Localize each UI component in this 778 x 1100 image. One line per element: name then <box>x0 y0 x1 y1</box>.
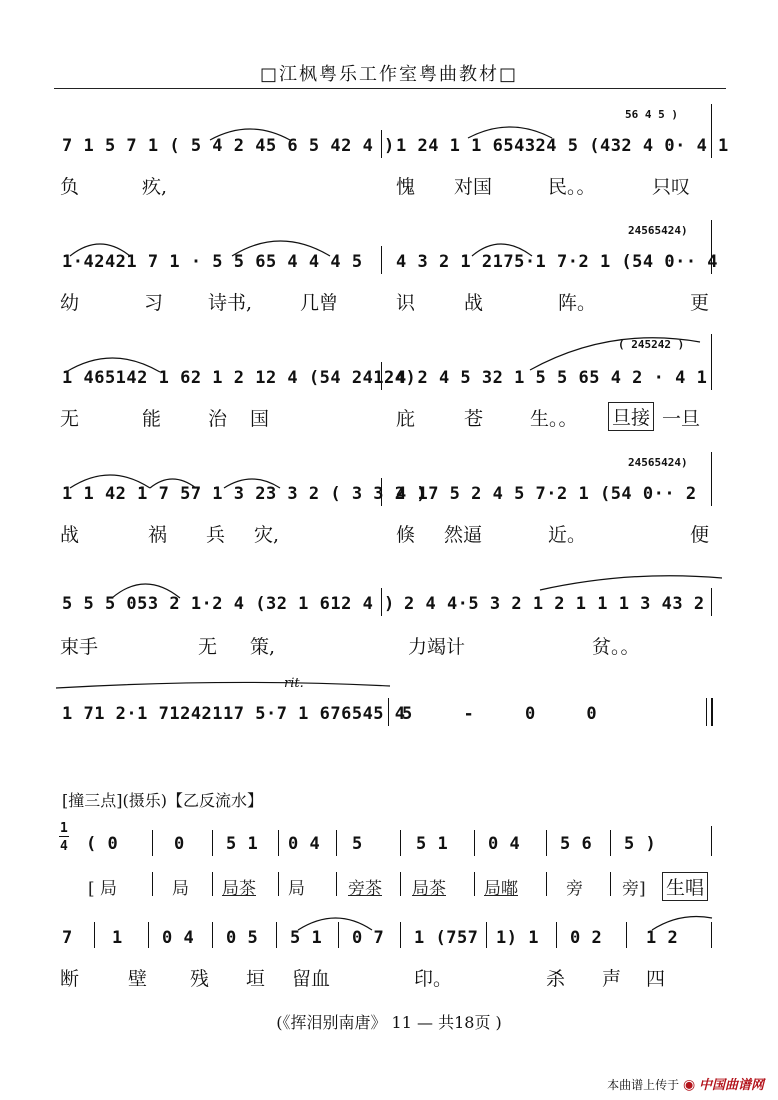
barline <box>278 830 279 856</box>
page-header-title: □江枫粤乐工作室粤曲教材□ <box>259 64 518 85</box>
section-note: 0 4 <box>488 834 521 854</box>
barline <box>148 922 149 948</box>
section-note: 0 4 <box>162 928 195 948</box>
cue-box-label: 旦接 <box>608 402 654 431</box>
barline <box>711 826 712 856</box>
lyric: 便 <box>690 524 710 546</box>
section-note: 1 <box>112 928 123 948</box>
lyric: 一旦 <box>662 408 701 430</box>
sing-cue-label: 生唱 <box>662 872 708 901</box>
percussion-syllable: 旁] <box>622 879 646 899</box>
lyric: 战 <box>60 524 80 546</box>
lyric: 残 <box>190 968 210 990</box>
lyric: 声 <box>602 968 622 990</box>
section-note: 5 <box>352 834 363 854</box>
row3-notes-right: 4 2 4 5 32 1 5 5 65 4 2 · 4 1 <box>396 368 708 388</box>
barline <box>711 104 712 158</box>
row2-notes-right: 4 3 2 1 2175·1 7·2 1 (54 0·· 4 <box>396 252 719 272</box>
lyric: 阵。 <box>558 292 597 314</box>
section-note: 5 1 <box>226 834 259 854</box>
lyric: 生。。 <box>530 408 578 430</box>
lyric: 倏 <box>396 524 416 546</box>
page-footer: (《挥泪别南唐》 11 — 共18页 ) <box>276 1013 502 1032</box>
lyric: 祸 <box>148 524 168 546</box>
section-note: 5 ) <box>624 834 657 854</box>
time-signature-rule <box>59 836 69 837</box>
lyric: 愧 <box>396 176 416 198</box>
percussion-syllable: 局茶 <box>412 879 446 899</box>
lyric: 民。。 <box>548 176 596 198</box>
barline <box>388 698 389 726</box>
row5-notes-right: 2 4 4·5 3 2 1 2 1 1 1 3 43 2 <box>404 594 705 614</box>
barline <box>152 830 153 856</box>
barline <box>711 220 712 274</box>
barline <box>276 922 277 948</box>
percussion-syllable: 旁茶 <box>348 879 382 899</box>
watermark-brand: 中国曲谱网 <box>698 1078 764 1093</box>
lyric: 只叹 <box>652 176 691 198</box>
row3-notes-left: 1 465142 1 62 1 2 12 4 (54 24124) <box>62 368 417 388</box>
barline <box>400 922 401 948</box>
section-note: 7 <box>62 928 73 948</box>
barline <box>212 872 213 896</box>
lyric: 幼 <box>60 292 80 314</box>
percussion-syllable: 局 <box>172 879 189 899</box>
barline <box>711 452 712 506</box>
barline <box>278 872 279 896</box>
section-note: 1 (757 <box>414 928 479 948</box>
lyric: 无 <box>60 408 80 430</box>
row5-notes-left: 5 5 5 053 2 1·2 4 (32 1 612 4 ) <box>62 594 395 614</box>
ritardando-marking: rit. <box>284 676 304 691</box>
lyric: 杀 <box>546 968 566 990</box>
lyric: 垣 <box>246 968 266 990</box>
lyric: 灾, <box>254 524 280 546</box>
lyric: 印。 <box>414 968 453 990</box>
section-note: 0 7 <box>352 928 385 948</box>
lyric: 国 <box>250 408 270 430</box>
lyric: 能 <box>142 408 162 430</box>
barline <box>212 922 213 948</box>
section-note: 1 2 <box>646 928 679 948</box>
barline <box>336 872 337 896</box>
lyric: 几曾 <box>300 292 339 314</box>
section-note: 0 <box>174 834 185 854</box>
watermark-text: 本曲谱上传于 <box>607 1078 680 1092</box>
row4-notes-right: 4 17 5 2 4 5 7·2 1 (54 0·· 2 <box>396 484 697 504</box>
row1-notes-left: 7 1 5 7 1 ( 5 4 2 45 6 5 42 4 ) <box>62 136 395 156</box>
barline <box>474 872 475 896</box>
header-rule <box>54 88 726 89</box>
barline <box>626 922 627 948</box>
lyric: 诗书, <box>208 292 253 314</box>
final-barline-thin <box>706 698 707 726</box>
lyric: 壁 <box>128 968 148 990</box>
barline <box>152 872 153 896</box>
slur-arc <box>540 576 722 590</box>
barline <box>546 872 547 896</box>
lyric: 兵 <box>206 524 226 546</box>
lyric: 习 <box>144 292 164 314</box>
time-signature-top: 1 <box>60 821 69 836</box>
barline <box>381 362 382 390</box>
barline <box>711 334 712 390</box>
barline <box>381 130 382 158</box>
row3-annotation: ( 245242 ) <box>618 338 685 351</box>
lyric: 然逼 <box>444 524 483 546</box>
row6-notes-right: 5 - 0 0 <box>402 704 598 724</box>
percussion-syllable: [ 局 <box>88 879 118 899</box>
barline <box>381 588 382 616</box>
barline <box>381 246 382 274</box>
slur-arc <box>56 682 390 688</box>
barline <box>212 830 213 856</box>
percussion-syllable: 旁 <box>566 879 583 899</box>
barline <box>400 872 401 896</box>
barline <box>474 830 475 856</box>
lyric: 策, <box>250 636 276 658</box>
barline <box>711 588 712 616</box>
lyric: 无 <box>198 636 218 658</box>
lyric: 对国 <box>454 176 493 198</box>
barline <box>336 830 337 856</box>
section-note: 1) 1 <box>496 928 539 948</box>
section-note: 5 6 <box>560 834 593 854</box>
percussion-syllable: 局茶 <box>222 879 256 899</box>
barline <box>610 872 611 896</box>
lyric: 战 <box>464 292 484 314</box>
barline <box>556 922 557 948</box>
time-signature-bottom: 4 <box>60 839 69 854</box>
row4-annotation: 24565424) <box>628 456 688 469</box>
section-note: 5 1 <box>290 928 323 948</box>
lyric: 近。 <box>548 524 587 546</box>
barline <box>94 922 95 948</box>
barline <box>381 478 382 506</box>
section-note: 5 1 <box>416 834 449 854</box>
row2-notes-left: 1·42421 7 1 · 5 5 65 4 4 4 5 <box>62 252 363 272</box>
lyric: 更 <box>690 292 710 314</box>
lyric: 庇 <box>396 408 416 430</box>
section-title: [撞三点](摄乐)【乙反流水】 <box>62 791 263 810</box>
barline <box>486 922 487 948</box>
row4-notes-left: 1 1 42 1 7 57 1 3 23 3 2 ( 3 3 2 ) <box>62 484 427 504</box>
lyric: 贫。。 <box>592 636 640 658</box>
lyric: 苍 <box>464 408 484 430</box>
barline <box>711 922 712 948</box>
lyric: 留血 <box>292 968 331 990</box>
row1-notes-right: 1 24 1 1 654324 5 (432 4 0· 4 1 <box>396 136 729 156</box>
section-note: ( 0 <box>86 834 119 854</box>
barline <box>338 922 339 948</box>
barline <box>400 830 401 856</box>
lyric: 四 <box>646 968 666 990</box>
lyric: 负 <box>60 176 80 198</box>
section-note: 0 5 <box>226 928 259 948</box>
final-barline-thick <box>711 698 713 726</box>
lyric: 识 <box>396 292 416 314</box>
lyric: 疚, <box>142 176 168 198</box>
watermark-logo-icon: ◉ <box>682 1077 696 1093</box>
lyric: 断 <box>60 968 80 990</box>
percussion-syllable: 局嘟 <box>484 879 518 899</box>
barline <box>610 830 611 856</box>
lyric: 束手 <box>60 636 99 658</box>
section-note: 0 4 <box>288 834 321 854</box>
row1-annotation: 56 4 5 ) <box>625 108 678 121</box>
watermark <box>607 1074 764 1093</box>
percussion-syllable: 局 <box>288 879 305 899</box>
section-note: 0 2 <box>570 928 603 948</box>
lyric: 治 <box>208 408 228 430</box>
row2-annotation: 24565424) <box>628 224 688 237</box>
lyric: 力竭计 <box>408 636 466 658</box>
barline <box>546 830 547 856</box>
row6-notes-left: 1 71 2·1 71242117 5·7 1 676545 4 <box>62 704 406 724</box>
